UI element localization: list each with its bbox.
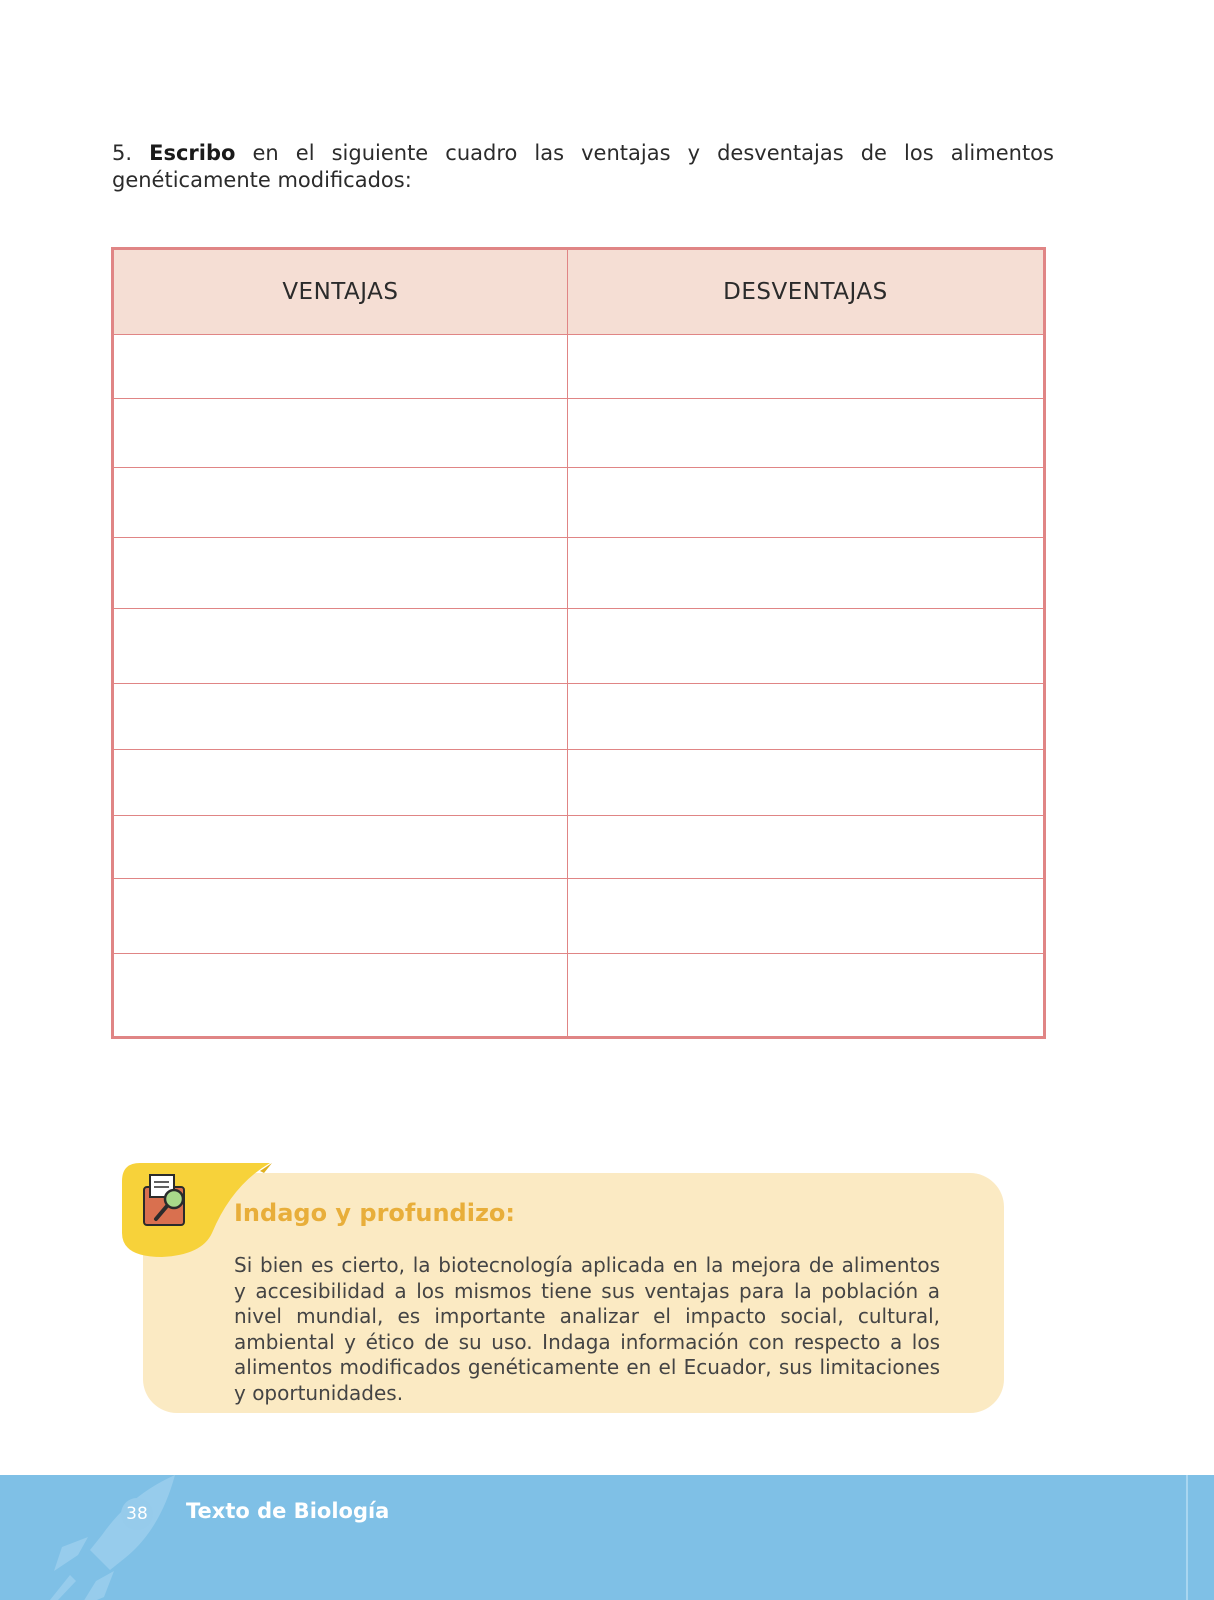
desventaja-cell[interactable] <box>567 953 1043 1036</box>
table-row <box>114 816 1044 879</box>
table-body <box>114 335 1044 1037</box>
ventaja-cell[interactable] <box>114 468 568 537</box>
table-row <box>114 683 1044 749</box>
desventaja-cell[interactable] <box>567 816 1043 879</box>
desventaja-cell[interactable] <box>567 537 1043 608</box>
box-title: Indago y profundizo: <box>234 1199 515 1227</box>
ventaja-cell[interactable] <box>114 399 568 468</box>
table-row <box>114 335 1044 399</box>
desventaja-cell[interactable] <box>567 399 1043 468</box>
table-row <box>114 879 1044 953</box>
footer-divider <box>1186 1475 1188 1600</box>
ventaja-cell[interactable] <box>114 750 568 816</box>
ventaja-cell[interactable] <box>114 816 568 879</box>
box-body: Si bien es cierto, la biotecnología aplicada en la mejora de alimentos y accesibilidad a los mismos tiene sus ventajas para la población a nivel mundial, es importante analizar el impacto social, cultural, ambiental y ético de su uso. Indaga información con respecto a los alimentos modificados genéticamente en el Ecuador, sus limitaciones y oportunidades. <box>234 1253 940 1405</box>
ventaja-cell[interactable] <box>114 335 568 399</box>
desventaja-cell[interactable] <box>567 468 1043 537</box>
question-number: 5. <box>112 141 133 165</box>
question-verb: Escribo <box>149 141 236 165</box>
ventaja-cell[interactable] <box>114 953 568 1036</box>
table-row <box>114 750 1044 816</box>
ventaja-cell[interactable] <box>114 683 568 749</box>
page-number: 38 <box>121 1498 153 1530</box>
desventaja-cell[interactable] <box>567 750 1043 816</box>
desventaja-cell[interactable] <box>567 335 1043 399</box>
table-row <box>114 468 1044 537</box>
table-row <box>114 399 1044 468</box>
question-body: en el siguiente cuadro las ventajas y desventajas de los alimentos genéticamente modificados: <box>112 141 1054 192</box>
question-text <box>112 140 1054 194</box>
ventaja-cell[interactable] <box>114 608 568 683</box>
ventaja-cell[interactable] <box>114 537 568 608</box>
table-row <box>114 953 1044 1036</box>
advantages-table <box>111 247 1046 1039</box>
book-title: Texto de Biología <box>186 1499 390 1523</box>
header-desventajas: DESVENTAJAS <box>567 250 1043 335</box>
header-ventajas: VENTAJAS <box>114 250 568 335</box>
rocket-icon <box>40 1475 190 1600</box>
desventaja-cell[interactable] <box>567 608 1043 683</box>
footer <box>0 1475 1214 1600</box>
table-row <box>114 608 1044 683</box>
desventaja-cell[interactable] <box>567 879 1043 953</box>
ventaja-cell[interactable] <box>114 879 568 953</box>
table-row <box>114 537 1044 608</box>
desventaja-cell[interactable] <box>567 683 1043 749</box>
